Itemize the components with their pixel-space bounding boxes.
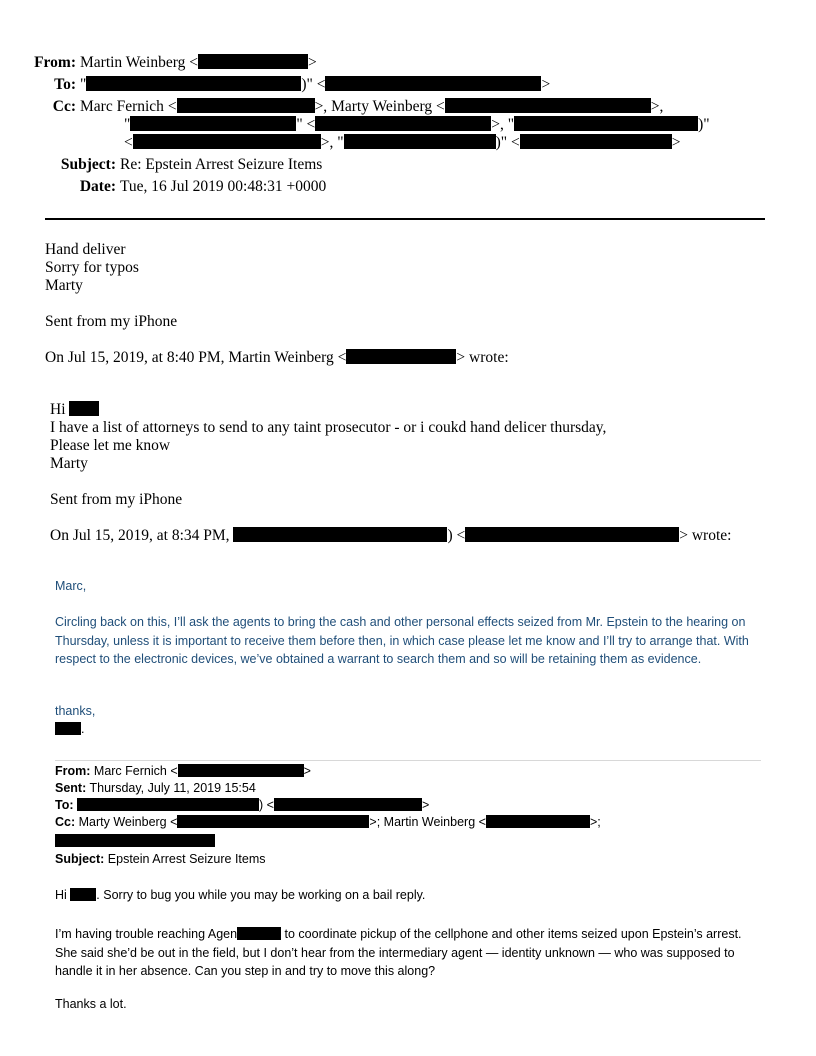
header-cc-row-3: < >, " )" < > [124,134,681,151]
redaction [69,401,99,416]
orig-subject-label: Subject: [55,852,105,866]
redaction [520,134,672,149]
redaction [315,116,491,131]
redaction [445,98,651,113]
subject-label: Subject: [60,156,116,173]
reply2-line-3: Marty [50,455,88,472]
header-from-row: From: Martin Weinberg < > [0,54,317,72]
orig-cc-row-2 [55,834,215,848]
redaction [514,116,698,131]
redaction [198,54,308,69]
header-divider [45,218,765,220]
reply1-line-3: Marty [45,277,83,294]
redaction [178,764,304,777]
orig-paragraph [55,925,767,981]
orig-cc-name-2: Martin Weinberg [383,815,476,829]
gov-closing: thanks, [55,704,96,718]
from-name: Martin Weinberg [80,54,186,71]
cc-label: Cc: [52,98,76,115]
header-date-row [0,178,326,196]
redaction [237,927,281,940]
hi-text: Hi [50,401,66,418]
quote-prefix: On Jul 15, 2019, at 8:40 PM, Martin Weinberg [45,349,334,366]
orig-cc-name-1: Marty Weinberg [78,815,167,829]
orig-subject-text: Epstein Arrest Seizure Items [107,852,266,866]
orig-from-label: From: [55,764,91,778]
redaction [133,134,321,149]
redaction [86,76,301,91]
redaction [177,98,315,113]
subject-text: Re: Epstein Arrest Seizure Items [120,156,323,173]
orig-cc-row: Cc: Marty Weinberg < >; Martin Weinberg < >; [55,815,601,829]
quote-suffix: wrote: [469,349,509,366]
orig-thanks: Thanks a lot. [55,997,127,1011]
orig-subject-row [55,852,266,866]
reply1-line-2: Sorry for typos [45,259,139,276]
redaction [344,134,496,149]
gov-signature: . [55,722,84,736]
gov-greeting: Marc, [55,579,87,593]
redaction [346,349,456,364]
cc-name-2: Marty Weinberg [331,98,433,115]
header-cc-row-2: " " < >, " )" [124,116,710,133]
orig-divider [55,760,761,761]
redaction [55,722,81,735]
orig-hi-prefix: Hi [55,888,67,902]
redaction [465,527,679,542]
date-text: Tue, 16 Jul 2019 00:48:31 +0000 [120,178,327,195]
orig-to-label: To: [55,798,74,812]
reply2-line-1: I have a list of attorneys to send to any taint prosecutor - or i coukd hand delicer thursday, [50,419,607,436]
orig-para-rest: to coordinate pickup of the cellphone and other items seized upon Epstein’s arrest. She said she’d be out in the field, but I don’t hear from the intermediary agent — identity unknown — who was supposed to handle it in her absence. Can you step in and try to move this along? [55,927,742,978]
redaction [177,815,369,828]
redaction [130,116,296,131]
redaction [486,815,590,828]
orig-sent-label: Sent: [55,781,87,795]
to-label: To: [54,76,76,93]
gov-body: Circling back on this, I’ll ask the agents to bring the cash and other personal effects seized from Mr. Epstein to the hearing on Thursday, unless it is important to receive them before then, in which case please let me know and I’ll try to arrange that. With respect to the electronic devices, we’ve obtained a warrant to search them and so will be retaining them as evidence. [55,615,749,666]
redaction [325,76,541,91]
orig-sent-row [55,781,256,795]
orig-from-name: Marc Fernich [93,764,167,778]
from-label: From: [34,54,76,71]
redaction [55,834,215,847]
orig-from-row: From: Marc Fernich < > [55,764,311,778]
orig-hi-line [55,888,425,902]
quote-suffix: wrote: [691,527,732,544]
reply1-quote-line: On Jul 15, 2019, at 8:40 PM, Martin Weinberg < > wrote: [45,349,509,366]
redaction [233,527,447,542]
header-subject-row [0,156,322,174]
orig-to-row: To: ) < > [55,798,430,812]
reply2-hi [50,401,99,419]
header-to-row: To: " )" < > [0,76,550,94]
redaction [274,798,422,811]
reply1-signature: Sent from my iPhone [45,313,178,330]
date-label: Date: [79,178,116,195]
orig-cc-label: Cc: [55,815,76,829]
orig-hi-suffix: . Sorry to bug you while you may be working on a bail reply. [96,888,426,902]
orig-sent-text: Thursday, July 11, 2019 15:54 [89,781,256,795]
header-cc-row: Cc: Marc Fernich < >, Marty Weinberg < >, [0,98,663,116]
orig-para-prefix: I’m having trouble reaching Agen [55,927,238,941]
cc-name-1: Marc Fernich [80,98,164,115]
redaction [70,888,96,901]
redaction [77,798,259,811]
reply2-line-2: Please let me know [50,437,171,454]
reply1-line-1: Hand deliver [45,241,126,258]
reply2-signature: Sent from my iPhone [50,491,183,508]
quote-prefix: On Jul 15, 2019, at 8:34 PM, [50,527,230,544]
reply2-quote-line: On Jul 15, 2019, at 8:34 PM, ) < > wrote: [50,527,732,544]
